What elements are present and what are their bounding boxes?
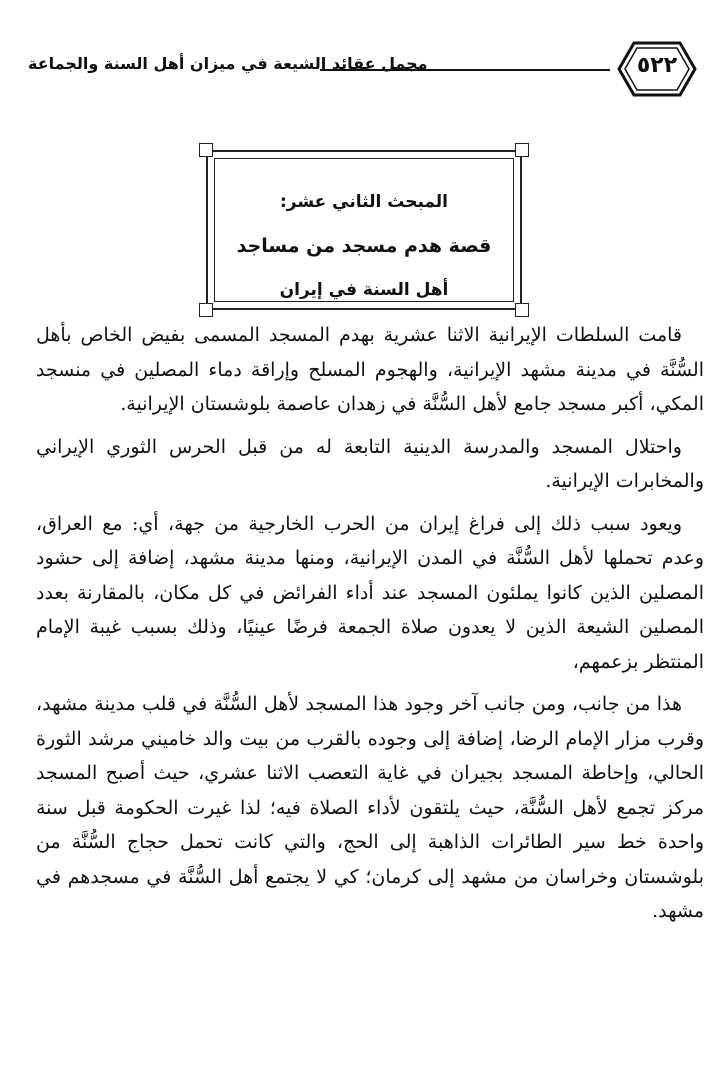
page-number: ٥٢٢ [636,53,678,78]
section-title-line-2: أهل السنة في إيران [279,280,449,300]
section-title [216,180,512,312]
section-title-box [206,150,522,310]
corner-ornament-icon [515,143,529,157]
corner-ornament-icon [199,143,213,157]
section-title-line-1: قصة هدم مسجد من مساجد [236,235,492,257]
page-header [20,40,710,100]
running-book-title: مجمل عقائد الشيعة في ميزان أهل السنة والجماعة [28,54,428,73]
page-number-badge [616,40,698,98]
body-text [36,318,704,937]
corner-ornament-icon [515,303,529,317]
paragraph: ويعود سبب ذلك إلى فراغ إيران من الحرب الخارجية من جهة، أي: مع العراق، وعدم تحملها لأهل السُّنَّة في المدن الإيرانية، ومنها مدينة مشهد، إضافة إلى حشود المصلين الذين كانوا يملئون المسجد عند أداء الفرائض في كل مكان، بالمقارنة بعدد المصلين الشيعة الذين لا يعدون صلاة الجمعة فرضًا عينيًا، وذلك بسبب غيبة الإمام المنتظر بزعمهم، [36,512,704,673]
paragraph: واحتلال المسجد والمدرسة الدينية التابعة له من قبل الحرس الثوري الإيراني والمخابرات الإيرانية. [36,435,704,492]
paragraph: قامت السلطات الإيرانية الاثنا عشرية بهدم المسجد المسمى بفيض الخاص بأهل السُّنَّة في مدينة مشهد الإيرانية، والهجوم المسلح وإراقة دماء المصلين في منسجد المكي، أكبر مسجد جامع لأهل السُّنَّة في زهدان عاصمة بلوشستان الإيرانية. [36,324,704,415]
section-label: المبحث الثاني عشر: [279,192,449,212]
paragraph: هذا من جانب، ومن جانب آخر وجود هذا المسجد لأهل السُّنَّة في قلب مدينة مشهد، وقرب مزار الإمام الرضا، إضافة إلى وجوده بالقرب من بيت والد خاميني مرشد الثورة الحالي، وإحاطة المسجد بجيران في غاية التعصب الاثنا عشري، حيث أصبح المسجد مركز تجمع لأهل السُّنَّة، حيث يلتقون لأداء الصلاة فيه؛ لذا غيرت الحكومة قبل سنة واحدة خط سير الطائرات الذاهبة إلى الحج، والتي كانت تحمل حجاج السُّنَّة من بلوشستان وخراسان من مشهد إلى كرمان؛ كي لا يجتمع أهل السُّنَّة في مسجدهم في مشهد. [36,693,704,922]
corner-ornament-icon [199,303,213,317]
